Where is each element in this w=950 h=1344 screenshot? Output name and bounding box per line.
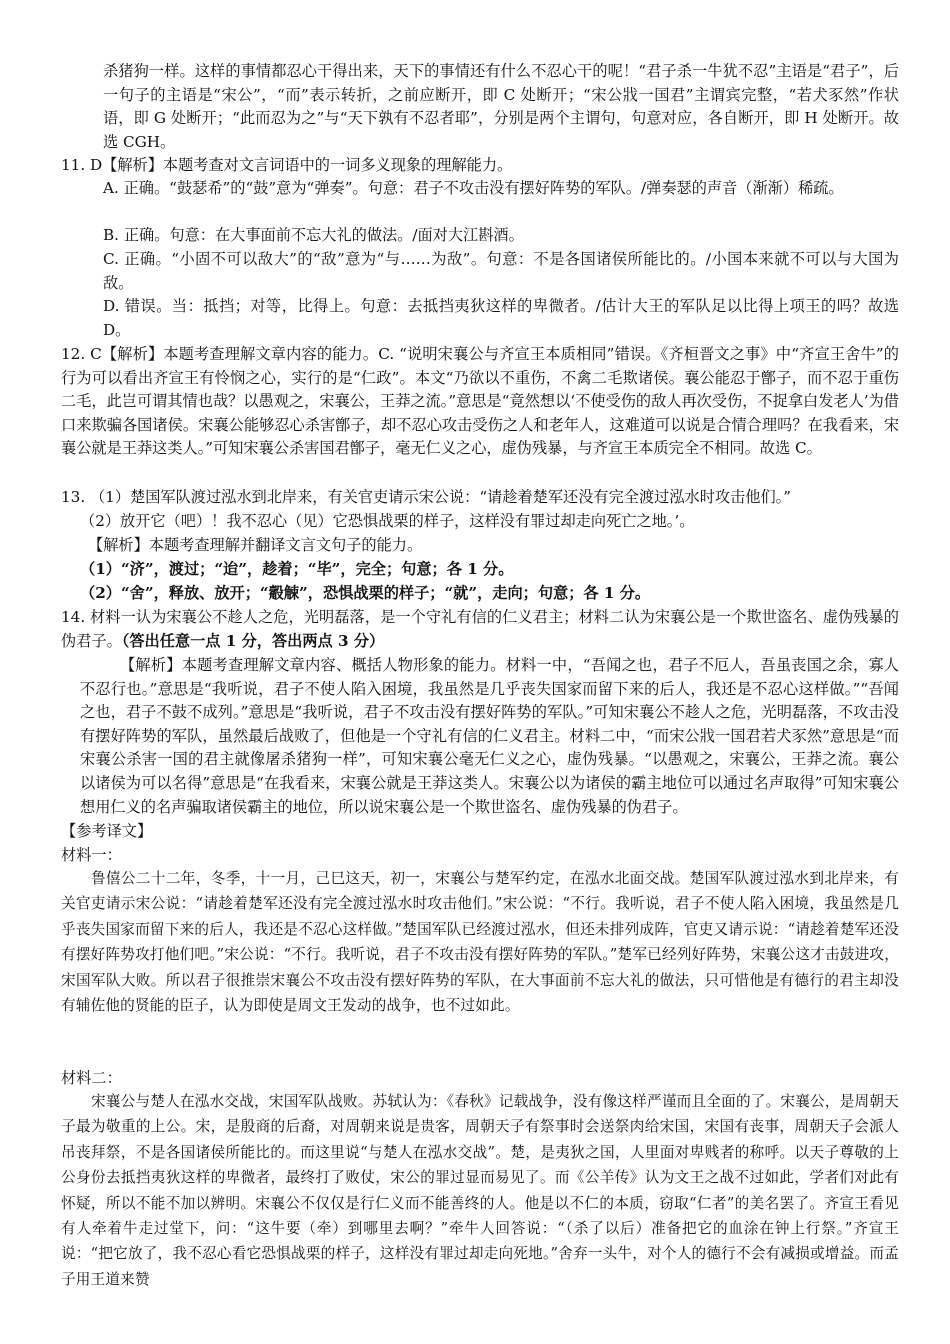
reference-translation-title: 【参考译文】: [61, 822, 153, 840]
q14-scoring-note: （答出任意一点 1 分，答出两点 3 分）: [121, 631, 385, 650]
q14-answer: [61, 606, 899, 653]
q11-option-b: B. 正确。句意：在大事面前不忘大礼的做法。/面对大江斟酒。: [103, 226, 524, 244]
q11-heading: 11. D【解析】本题考查对文言词语中的一词多义现象的理解能力。: [61, 156, 513, 174]
material-one-translation: 鲁僖公二十二年，冬季，十一月，己巳这天，初一，宋襄公与楚军约定，在泓水北面交战。楚国军队渡过泓水到北岸来，有关官吏请示宋公说：“请趁着楚军还没有完全渡过泓水时攻击他们。”宋公说：“不行。我听说，君子不使人陷入困境，我虽然是几乎丧失国家而留下来的后人，我还是不忍心这样做。”楚国军队已经渡过泓水，但还未排列成阵，官吏又请示说：“请趁着楚军还没有摆好阵势攻打他们吧。”宋公说：“不行。我听说，君子不攻击没有摆好阵势的军队。”楚军已经列好阵势，宋襄公这才击鼓进攻，宋国军队大败。所以君子很推崇宋襄公不攻击没有摆好阵势的军队，在大事面前不忘大礼的做法，只可惜他是有德行的君主却没有辅佐他的贤能的臣子，认为即使是周文王发动的战争，也不过如此。: [61, 870, 899, 1015]
q11-option-d: D. 错误。当：抵挡；对等，比得上。句意：去抵挡夷狄这样的卑微者。/估计大王的军队足以比得上项王的吗？故选 D。: [103, 297, 899, 339]
material-two-translation: 宋襄公与楚人在泓水交战，宋国军队战败。苏轼认为：《春秋》记载战争，没有像这样严谨而且全面的了。宋襄公，是周朝天子最为敬重的上公。宋，是殷商的后裔，对周朝来说是贵客，周朝天子有祭事时会送祭肉给宋国，宋国有丧事，周朝天子会派人吊丧拜祭，不是各国诸侯所能比的。而这里说“与楚人在泓水交战”。楚，是夷狄之国，人里面对卑贱者的称呼。以天子尊敬的上公身份去抵挡夷狄这样的卑微者，最终打了败仗，宋公的罪过显而易见了。而《公羊传》认为文王之战不过如此，学者们对此有怀疑，所以不能不加以辨明。宋襄公不仅仅是行仁义而不能善终的人。他是以不仁的本质，窃取“仁者”的美名罢了。齐宣王看见有人牵着牛走过堂下，问：“这牛要（牵）到哪里去啊？”牵牛人回答说：“（杀了以后）准备把它的血涂在钟上行祭。”齐宣王说：“把它放了，我不忍心看它恐惧战栗的样子，这样没有罪过却走向死地。”舍弃一头牛，对个人的德行不会有减损或增益。而孟子用王道来赞: [61, 1093, 899, 1288]
q13-answer-1: 13. （1）楚国军队渡过泓水到北岸来，有关官吏请示宋公说：“请趁着楚军还没有完全渡过泓水时攻击他们。”: [61, 488, 792, 506]
q14-answer-text: 14. 材料一认为宋襄公不趁人之危，光明磊落，是一个守礼有信的仁义君主；材料二认为宋襄公是一个欺世盗名、虚伪残暴的伪君子。: [61, 608, 899, 650]
material-one-label: 材料一：: [61, 846, 122, 864]
q12-text: 12. C【解析】本题考查理解文章内容的能力。C. “说明宋襄公与齐宣王本质相同”错误。《齐桓晋文之事》中“齐宣王舍牛”的行为可以看出齐宣王有怜悯之心，实行的是“仁政”。本文“乃欲以不重伤，不禽二毛欺诸侯。襄公能忍于鄫子，而不忍于重伤二毛，此岂可谓其情也哉？以愚观之，宋襄公，王莽之流。”意思是“竟然想以‘不使受伤的敌人再次受伤，不捉拿白发老人’为借口来欺骗各国诸侯。宋襄公能够忍心杀害鄫子，却不忍心攻击受伤之人和老年人，这难道可以说是合情合理吗？在我看来，宋襄公就是王莽这类人。”可知宋襄公杀害国君鄫子，毫无仁义之心，虚伪残暴，与齐宣王本质完全不相同。故选 C。: [61, 345, 899, 458]
q13-scoring-1: （1）“济”，渡过；“迨”，趁着；“毕”，完全；句意；各 1 分。: [80, 560, 514, 578]
q11-option-c: C. 正确。“小固不可以敌大”的“敌”意为“与……为敌”。句意：不是各国诸侯所能比的。/小国本来就不可以与大国为敌。: [103, 250, 899, 292]
q10-analysis-continuation: 杀猪狗一样。这样的事情都忍心干得出来，天下的事情还有什么不忍心干的呢！“君子杀一牛犹不忍”主语是“君子”，后一句子的主语是“宋公”，“而”表示转折，之前应断开，即 C 处断开；“宋公戕一国君”主谓宾完整，“若犬豕然”作状语，即 G 处断开；“此而忍为之”与“天下孰有不忍者耶”，分别是两个主谓句，句意对应，各自断开，即 H 处断开。故选 CGH。: [103, 62, 899, 151]
material-two-label: 材料二：: [61, 1069, 122, 1087]
q13-scoring-2: （2）“舍”，释放、放开；“觳觫”，恐惧战栗的样子；“就”，走向；句意；各 1 分。: [80, 584, 651, 602]
q14-analysis: 【解析】本题考查理解文章内容、概括人物形象的能力。材料一中，“吾闻之也，君子不厄人，吾虽丧国之余，寡人不忍行也。”意思是“我听说，君子不使人陷入困境，我虽然是几乎丧失国家而留下来的后人，我还是不忍心这样做。”“吾闻之也，君子不鼓不成列。”意思是“我听说，君子不攻击没有摆好阵势的军队。”可知宋襄公不趁人之危，光明磊落，不攻击没有摆好阵势的军队，虽然最后战败了，但他是一个守礼有信的仁义君主。材料二中，“而宋公戕一国君若犬豕然”意思是“而宋襄公杀害一国的君主就像屠杀猪狗一样”，可知宋襄公毫无仁义之心，虚伪残暴。“以愚观之，宋襄公，王莽之流。襄公以诸侯为可以名得”意思是“在我看来，宋襄公就是王莽这类人。宋襄公以为诸侯的霸主地位可以通过名声取得”可知宋襄公想用仁义的名声骗取诸侯霸主的地位，所以说宋襄公是一个欺世盗名、虚伪残暴的伪君子。: [80, 656, 899, 816]
q13-answer-2: （2）放开它（吧）！我不忍心（见）它恐惧战栗的样子，这样没有罪过却走向死亡之地。’。: [80, 512, 695, 530]
q12-analysis: [61, 343, 899, 461]
q11-option-a: A. 正确。“鼓瑟希”的“鼓”意为“弹奏”。句意：君子不攻击没有摆好阵势的军队。/弹奏瑟的声音（渐渐）稀疏。: [103, 179, 844, 197]
q13-analysis: 【解析】本题考查理解并翻译文言文句子的能力。: [88, 536, 423, 554]
